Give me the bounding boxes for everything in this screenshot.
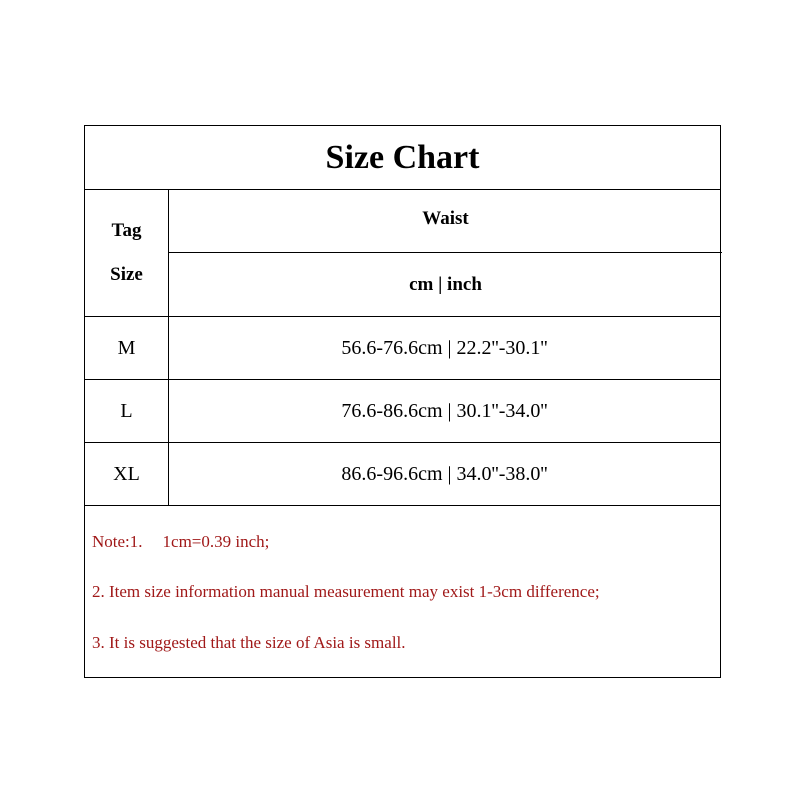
table-row (85, 316, 720, 379)
tag-label: Tag (111, 220, 142, 241)
note-1 (92, 532, 269, 552)
table-row (85, 379, 720, 442)
size-label: Size (110, 264, 143, 285)
size-cell: M (85, 317, 169, 379)
size-cell: L (85, 380, 169, 442)
units-header: cm | inch (409, 273, 482, 295)
waist-cell: 76.6-86.6cm | 30.1''-34.0'' (341, 399, 548, 422)
note-1-prefix: Note:1. (92, 532, 143, 551)
chart-title: Size Chart (85, 126, 720, 190)
waist-cell: 86.6-96.6cm | 34.0''-38.0'' (341, 462, 548, 485)
note-3: 3. It is suggested that the size of Asia is small. (92, 633, 406, 652)
note-1-text: 1cm=0.39 inch; (162, 532, 270, 551)
note-2: 2. Item size information manual measurement may exist 1-3cm difference; (92, 582, 600, 601)
waist-header: Waist (169, 190, 722, 253)
tag-size-header (85, 190, 169, 316)
size-cell: XL (85, 443, 169, 505)
notes-section (85, 505, 720, 679)
waist-cell: 56.6-76.6cm | 22.2''-30.1'' (341, 336, 548, 359)
size-chart-table (84, 125, 721, 678)
table-row (85, 442, 720, 505)
